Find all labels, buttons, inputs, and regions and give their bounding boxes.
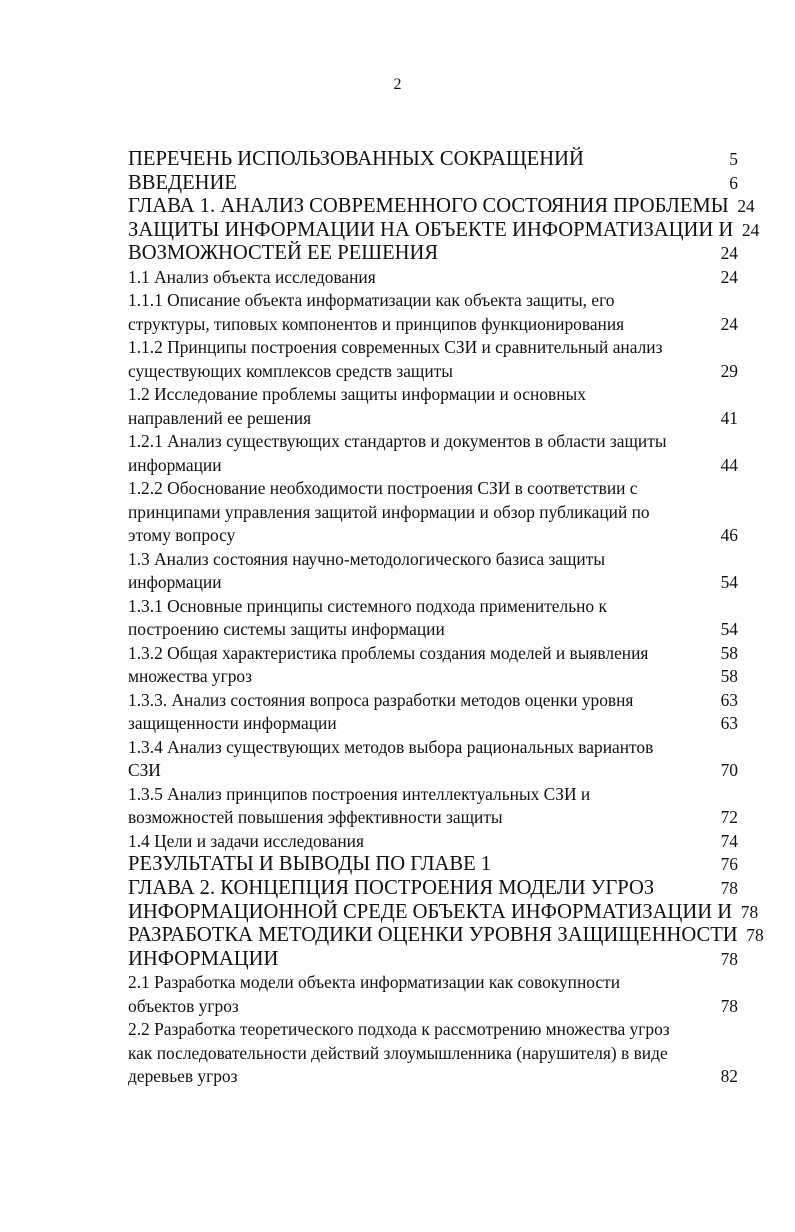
toc-page-number: 58	[720, 642, 738, 663]
toc-page-number: 24	[720, 243, 738, 264]
toc-line-text: ИНФОРМАЦИОННОЙ СРЕДЕ ОБЪЕКТА ИНФОРМАТИЗАЦИИ И	[128, 900, 733, 923]
toc-line-text: деревьев угроз	[128, 1066, 238, 1087]
toc-page-number: 72	[720, 807, 738, 828]
toc-line	[128, 454, 738, 478]
toc-line-text: защищенности информации	[128, 713, 337, 734]
toc-page-number: 78	[740, 901, 759, 922]
toc-line	[128, 430, 738, 454]
toc-line-text: 2.2 Разработка теоретического подхода к рассмотрению множества угроз	[128, 1019, 670, 1040]
toc-line-text: существующих комплексов средств защиты	[128, 360, 453, 381]
toc-page-number: 24	[741, 219, 760, 240]
toc-line	[128, 172, 738, 196]
toc-line-text: информации	[128, 572, 222, 593]
toc-line-text: возможностей повышения эффективности защиты	[128, 807, 503, 828]
toc-line-text: 1.3.5 Анализ принципов построения интеллектуальных СЗИ и	[128, 783, 591, 804]
toc-line-text: этому вопросу	[128, 525, 236, 546]
toc-line-text: принципами управления защитой информации и обзор публикаций по	[128, 501, 650, 522]
toc-line	[128, 148, 738, 172]
toc-line	[128, 477, 738, 501]
toc-line	[128, 242, 738, 266]
toc-line-text: структуры, типовых компонентов и принципов функционирования	[128, 313, 625, 334]
toc-line-text: 1.3.1 Основные принципы системного подхода применительно к	[128, 595, 607, 616]
toc-page-number: 24	[720, 313, 738, 334]
toc-page-number: 24	[720, 266, 738, 287]
toc-line-text: 1.3 Анализ состояния научно-методологического базиса защиты	[128, 548, 606, 569]
toc-page-number: 78	[720, 995, 738, 1016]
toc-line	[128, 360, 738, 384]
toc-page-number: 78	[746, 925, 764, 946]
toc-line	[128, 336, 738, 360]
toc-line	[128, 948, 738, 972]
toc-line-text: ГЛАВА 2. КОНЦЕПЦИЯ ПОСТРОЕНИЯ МОДЕЛИ УГРОЗ	[128, 877, 655, 900]
toc-line-text: 1.3.4 Анализ существующих методов выбора рациональных вариантов	[128, 736, 654, 757]
toc-line	[128, 971, 738, 995]
toc-page-number: 46	[720, 525, 738, 546]
toc-line	[128, 571, 738, 595]
toc-line	[128, 665, 738, 689]
toc-page-number: 76	[720, 854, 738, 875]
toc-line-text: РЕЗУЛЬТАТЫ И ВЫВОДЫ ПО ГЛАВЕ 1	[128, 853, 492, 876]
toc-page-number: 44	[720, 454, 738, 475]
toc-page-number: 63	[720, 713, 738, 734]
toc-line	[128, 759, 738, 783]
toc-line	[128, 783, 738, 807]
toc-page-number: 29	[720, 360, 738, 381]
toc-line-text: ВВЕДЕНИЕ	[128, 171, 238, 194]
toc-line	[128, 266, 738, 290]
toc-line	[128, 924, 764, 948]
toc-line-text: 1.3.3. Анализ состояния вопроса разработки методов оценки уровня	[128, 689, 634, 710]
toc-line-text: как последовательности действий злоумышленника (нарушителя) в виде	[128, 1042, 668, 1063]
toc-line	[128, 830, 738, 854]
toc-line-text: 1.3.2 Общая характеристика проблемы создания моделей и выявления	[128, 642, 649, 663]
toc-line	[128, 501, 738, 525]
toc-line	[128, 313, 738, 337]
toc-line	[128, 524, 738, 548]
toc-line	[128, 618, 738, 642]
toc-line	[128, 736, 738, 760]
toc-line-text: ИНФОРМАЦИИ	[128, 947, 279, 970]
toc-line-text: ВОЗМОЖНОСТЕЙ ЕЕ РЕШЕНИЯ	[128, 242, 439, 265]
page-number: 2	[393, 76, 402, 93]
toc-line-text: ЗАЩИТЫ ИНФОРМАЦИИ НА ОБЪЕКТЕ ИНФОРМАТИЗАЦИИ И	[128, 218, 734, 241]
toc-page-number: 5	[729, 149, 738, 169]
toc-line	[128, 289, 738, 313]
toc-page-number: 54	[720, 619, 738, 640]
toc-line-text: 1.2 Исследование проблемы защиты информации и основных	[128, 384, 586, 405]
toc-line	[128, 1065, 738, 1089]
toc-line	[128, 900, 759, 925]
toc-line-text: 1.4 Цели и задачи исследования	[128, 830, 364, 851]
toc-line	[128, 1042, 738, 1066]
toc-line-text: объектов угроз	[128, 995, 239, 1016]
toc-page-number: 78	[720, 878, 738, 899]
toc-line	[128, 877, 738, 901]
toc-line	[128, 218, 760, 243]
toc-line	[128, 806, 738, 830]
toc-line-text: 2.1 Разработка модели объекта информатизации как совокупности	[128, 972, 621, 993]
toc-line	[128, 642, 738, 666]
toc-line-text: 1.1.2 Принципы построения современных СЗИ и сравнительный анализ	[128, 337, 663, 358]
toc-page-number: 58	[720, 666, 738, 687]
toc-line-text: РАЗРАБОТКА МЕТОДИКИ ОЦЕНКИ УРОВНЯ ЗАЩИЩЕННОСТИ	[128, 924, 738, 947]
toc-line-text: 1.1 Анализ объекта исследования	[128, 266, 376, 287]
toc-line	[128, 712, 738, 736]
toc-line	[128, 1018, 738, 1042]
toc-line	[128, 995, 738, 1019]
toc-page-number: 78	[720, 948, 738, 969]
toc-page-number: 63	[720, 689, 738, 710]
toc-line	[128, 595, 738, 619]
toc-line	[128, 195, 755, 219]
table-of-contents	[128, 148, 764, 1089]
toc-line-text: построению системы защиты информации	[128, 619, 445, 640]
toc-page-number: 6	[729, 172, 738, 193]
toc-line-text: ПЕРЕЧЕНЬ ИСПОЛЬЗОВАННЫХ СОКРАЩЕНИЙ	[128, 148, 584, 170]
toc-line-text: информации	[128, 454, 222, 475]
toc-page-number: 82	[720, 1066, 738, 1087]
toc-line	[128, 689, 738, 713]
toc-line	[128, 853, 738, 877]
toc-page-number: 54	[720, 572, 738, 593]
toc-line-text: 1.1.1 Описание объекта информатизации как объекта защиты, его	[128, 290, 615, 311]
toc-line	[128, 407, 738, 431]
toc-line-text: 1.2.1 Анализ существующих стандартов и документов в области защиты	[128, 431, 667, 452]
toc-page-number: 70	[720, 760, 738, 781]
toc-line-text: направлений ее решения	[128, 407, 312, 428]
toc-page-number: 74	[720, 830, 738, 851]
toc-page-number: 24	[737, 196, 755, 217]
toc-line-text: СЗИ	[128, 760, 161, 781]
toc-line	[128, 548, 738, 572]
toc-page-number: 41	[720, 407, 738, 428]
toc-line	[128, 383, 738, 407]
toc-line-text: 1.2.2 Обоснование необходимости построения СЗИ в соответствии с	[128, 478, 638, 499]
toc-line-text: ГЛАВА 1. АНАЛИЗ СОВРЕМЕННОГО СОСТОЯНИЯ ПРОБЛЕМЫ	[128, 195, 729, 218]
toc-line-text: множества угроз	[128, 666, 252, 687]
